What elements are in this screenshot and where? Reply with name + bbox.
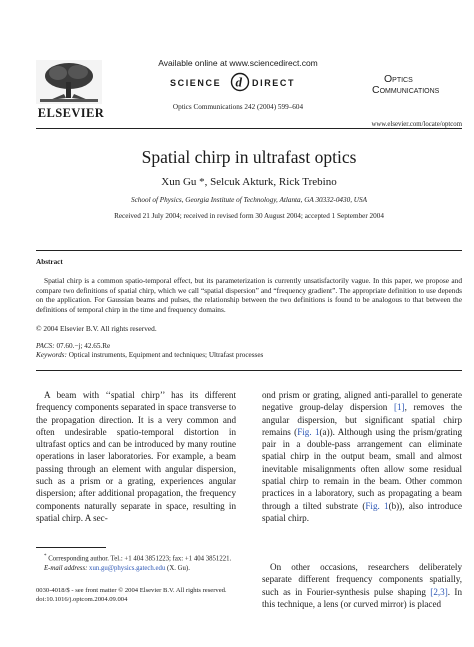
footnote-divider: [36, 547, 106, 548]
pacs-label: PACS:: [36, 342, 55, 350]
keywords-label: Keywords:: [36, 351, 67, 359]
publisher-name: ELSEVIER: [37, 106, 105, 120]
figure-link-1a[interactable]: Fig. 1: [297, 426, 320, 437]
journal-name: [372, 74, 462, 96]
available-online-line[interactable]: Available online at www.sciencedirect.com: [158, 58, 318, 68]
footnote-email: [36, 564, 236, 573]
abstract-bottom-divider: [36, 370, 462, 371]
article-identifiers: [36, 586, 266, 605]
doi-line[interactable]: doi:10.1016/j.optcom.2004.09.004: [36, 596, 128, 604]
sd-science-text: SCIENCE: [170, 78, 222, 88]
sciencedirect-logo[interactable]: [168, 71, 308, 93]
author-list: Xun Gu *, Selcuk Akturk, Rick Trebino: [161, 176, 337, 188]
footnote-marker: *: [44, 554, 47, 559]
pacs-codes: [36, 342, 110, 350]
journal-reference: Optics Communications 242 (2004) 599–604: [172, 103, 304, 111]
journal-name-line-2: Communications: [372, 84, 440, 96]
left-column-paragraph: A beam with ‘‘spatial chirp’’ has its different frequency components separated in space transverse to the propagation direction. It is a very common and often undesirable spatio-temporal distortion in ultrafast optics and can be introduced by many routine operations in laser laboratories. For example, a beam passing through an element with angular dispersion, such as a prism or a grating, experiences angular dispersion; after additional propagation, the frequency components naturally separate in space, resulting in spatial chirp. A sec-: [36, 390, 236, 523]
right-column-paragraph-1: [262, 389, 462, 524]
corresponding-author-footnote: [36, 552, 236, 573]
header-divider: [36, 128, 462, 129]
right-col-text-f: . In this technique, a lens (or curved mirror) is placed: [262, 586, 463, 609]
sd-direct-text: DIRECT: [252, 78, 296, 88]
footnote-contact-text: Corresponding author. Tel.: +1 404 3851223; fax: +1 404 3851221.: [46, 555, 232, 563]
abstract-top-divider: [36, 250, 462, 251]
email-suffix: (X. Gu).: [165, 564, 190, 572]
citation-link-2-3[interactable]: [2,3]: [430, 586, 448, 597]
issn-line: 0030-4018/$ - see front matter © 2004 Elsevier B.V. All rights reserved.: [36, 587, 227, 594]
sciencedirect-at-mark-icon: d: [235, 74, 242, 90]
right-column-paragraph-2: [262, 561, 462, 610]
right-col-text-d: (b)), also introduce spatial chirp.: [262, 500, 462, 523]
keywords-line: [36, 351, 462, 359]
pacs-value: 07.60.−j; 42.65.Re: [54, 342, 111, 350]
abstract-text: Spatial chirp is a common spatio-temporal effect, but its parameterization is currently unsatisfactorily vague. In this paper, we propose and compare two definitions of spatial chirp, which we call “spatial dispersion” and “frequency gradient”. The appropriate definition to use depends on the application. For Gaussian beams and pulses, the relationship between the two definitions is found to be analogous to that between the definitions of temporal chirp in the time and frequency domains.: [36, 276, 462, 314]
abstract-heading: Abstract: [36, 258, 63, 266]
citation-link-1[interactable]: [1]: [393, 402, 405, 413]
elsevier-tree-logo-icon: [36, 60, 102, 104]
figure-link-1b[interactable]: Fig. 1: [365, 500, 389, 511]
abstract-copyright: © 2004 Elsevier B.V. All rights reserved.: [36, 324, 157, 333]
email-link[interactable]: xun.gu@physics.gatech.edu: [87, 564, 166, 572]
right-col-text-a: ond prism or grating, aligned anti-parallel to generate negative group-delay dispersion: [262, 390, 462, 413]
article-title: Spatial chirp in ultrafast optics: [141, 147, 357, 167]
right-col-text-c: (a)). Although using the prism/grating pair in a double-pass arrangement can eliminate spatial chirp in the output beam, small and almost inevitable misalignments often allow some residual spatial chirp to remain in the beam. Other common practices in a laboratory, such as propagating a beam through a tilted substrate (: [262, 426, 462, 511]
article-history-dates: Received 21 July 2004; received in revised form 30 August 2004; accepted 1 September 2004: [114, 212, 384, 220]
right-col-text-b: , removes the angular dispersion, but significant spatial chirp remains (: [262, 402, 462, 437]
footnote-contact: [36, 552, 236, 564]
keywords-value: Optical instruments, Equipment and techniques; Ultrafast processes: [66, 351, 264, 359]
author-affiliation: School of Physics, Georgia Institute of Technology, Atlanta, GA 30332-0430, USA: [131, 196, 367, 204]
journal-name-line-1: Optics: [384, 73, 413, 85]
journal-url-link[interactable]: www.elsevier.com/locate/optcom: [371, 121, 462, 128]
right-col-text-e: On other occasions, researchers deliberately separate different frequency components spatially, such as in Fourier-synthesis pulse shaping: [262, 562, 462, 597]
email-label: E-mail address:: [44, 564, 88, 572]
